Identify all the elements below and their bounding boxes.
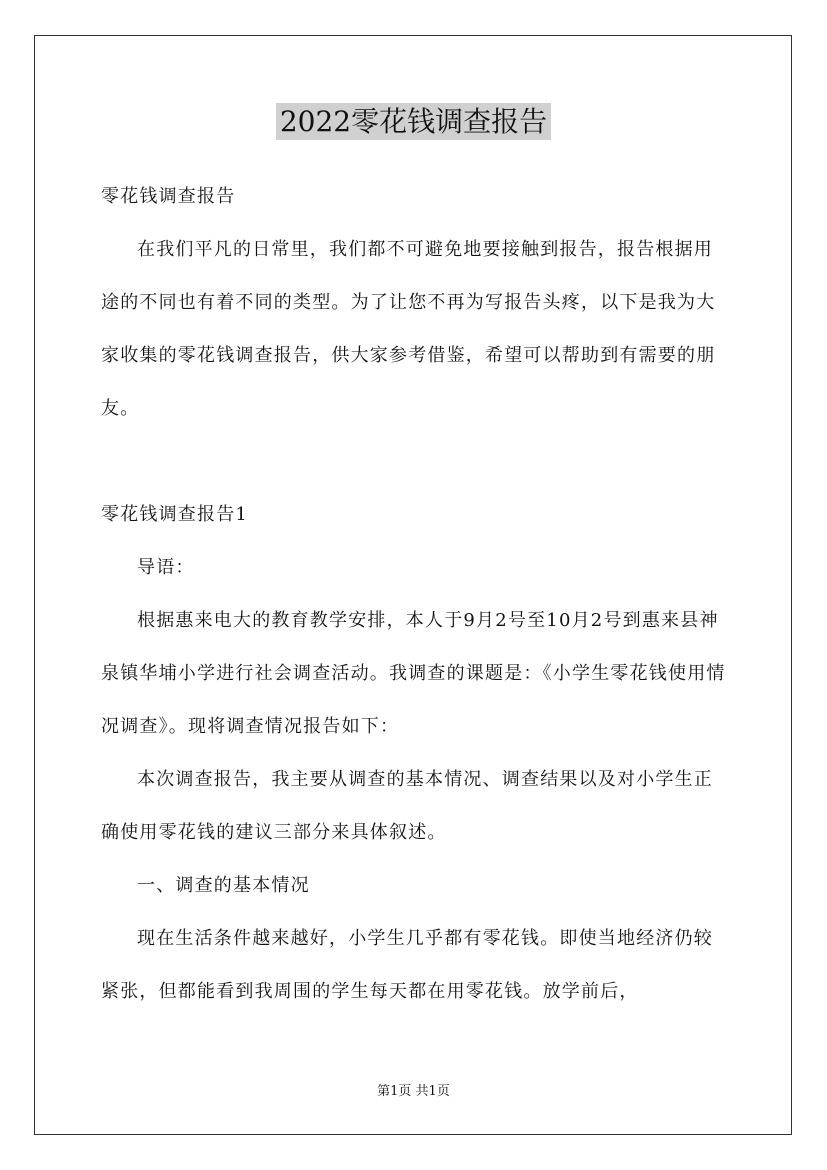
section-heading: 零花钱调查报告 [101, 186, 236, 207]
body-paragraph: 现在生活条件越来越好，小学生几乎都有零花钱。即使当地经济仍较紧张，但都能看到我周围的学生每天都在用零花钱。放学前后， [101, 928, 713, 1002]
document-title: 2022零花钱调查报告 [276, 103, 551, 140]
preface-label: 导语： [137, 557, 195, 578]
subsection-heading: 一、调查的基本情况 [137, 875, 310, 896]
page-footer: 第1页 共1页 [377, 1084, 450, 1099]
intro-paragraph: 在我们平凡的日常里，我们都不可避免地要接触到报告，报告根据用途的不同也有着不同的类型。为了让您不再为写报告头疼，以下是我为大家收集的零花钱调查报告，供大家参考借鉴，希望可以帮助到有需要的朋友。 [101, 239, 716, 419]
paragraph-spacer [101, 435, 727, 488]
document-title-container [0, 100, 827, 144]
body-paragraph: 根据惠来电大的教育教学安排，本人于9月2号至10月2号到惠来县神泉镇华埔小学进行社会调查活动。我调查的课题是：《小学生零花钱使用情况调查》。现将调查情况报告如下： [101, 610, 726, 737]
report-heading: 零花钱调查报告1 [101, 504, 249, 525]
body-paragraph: 本次调查报告，我主要从调查的基本情况、调查结果以及对小学生正确使用零花钱的建议三部分来具体叙述。 [101, 769, 713, 843]
document-body [101, 170, 727, 1018]
